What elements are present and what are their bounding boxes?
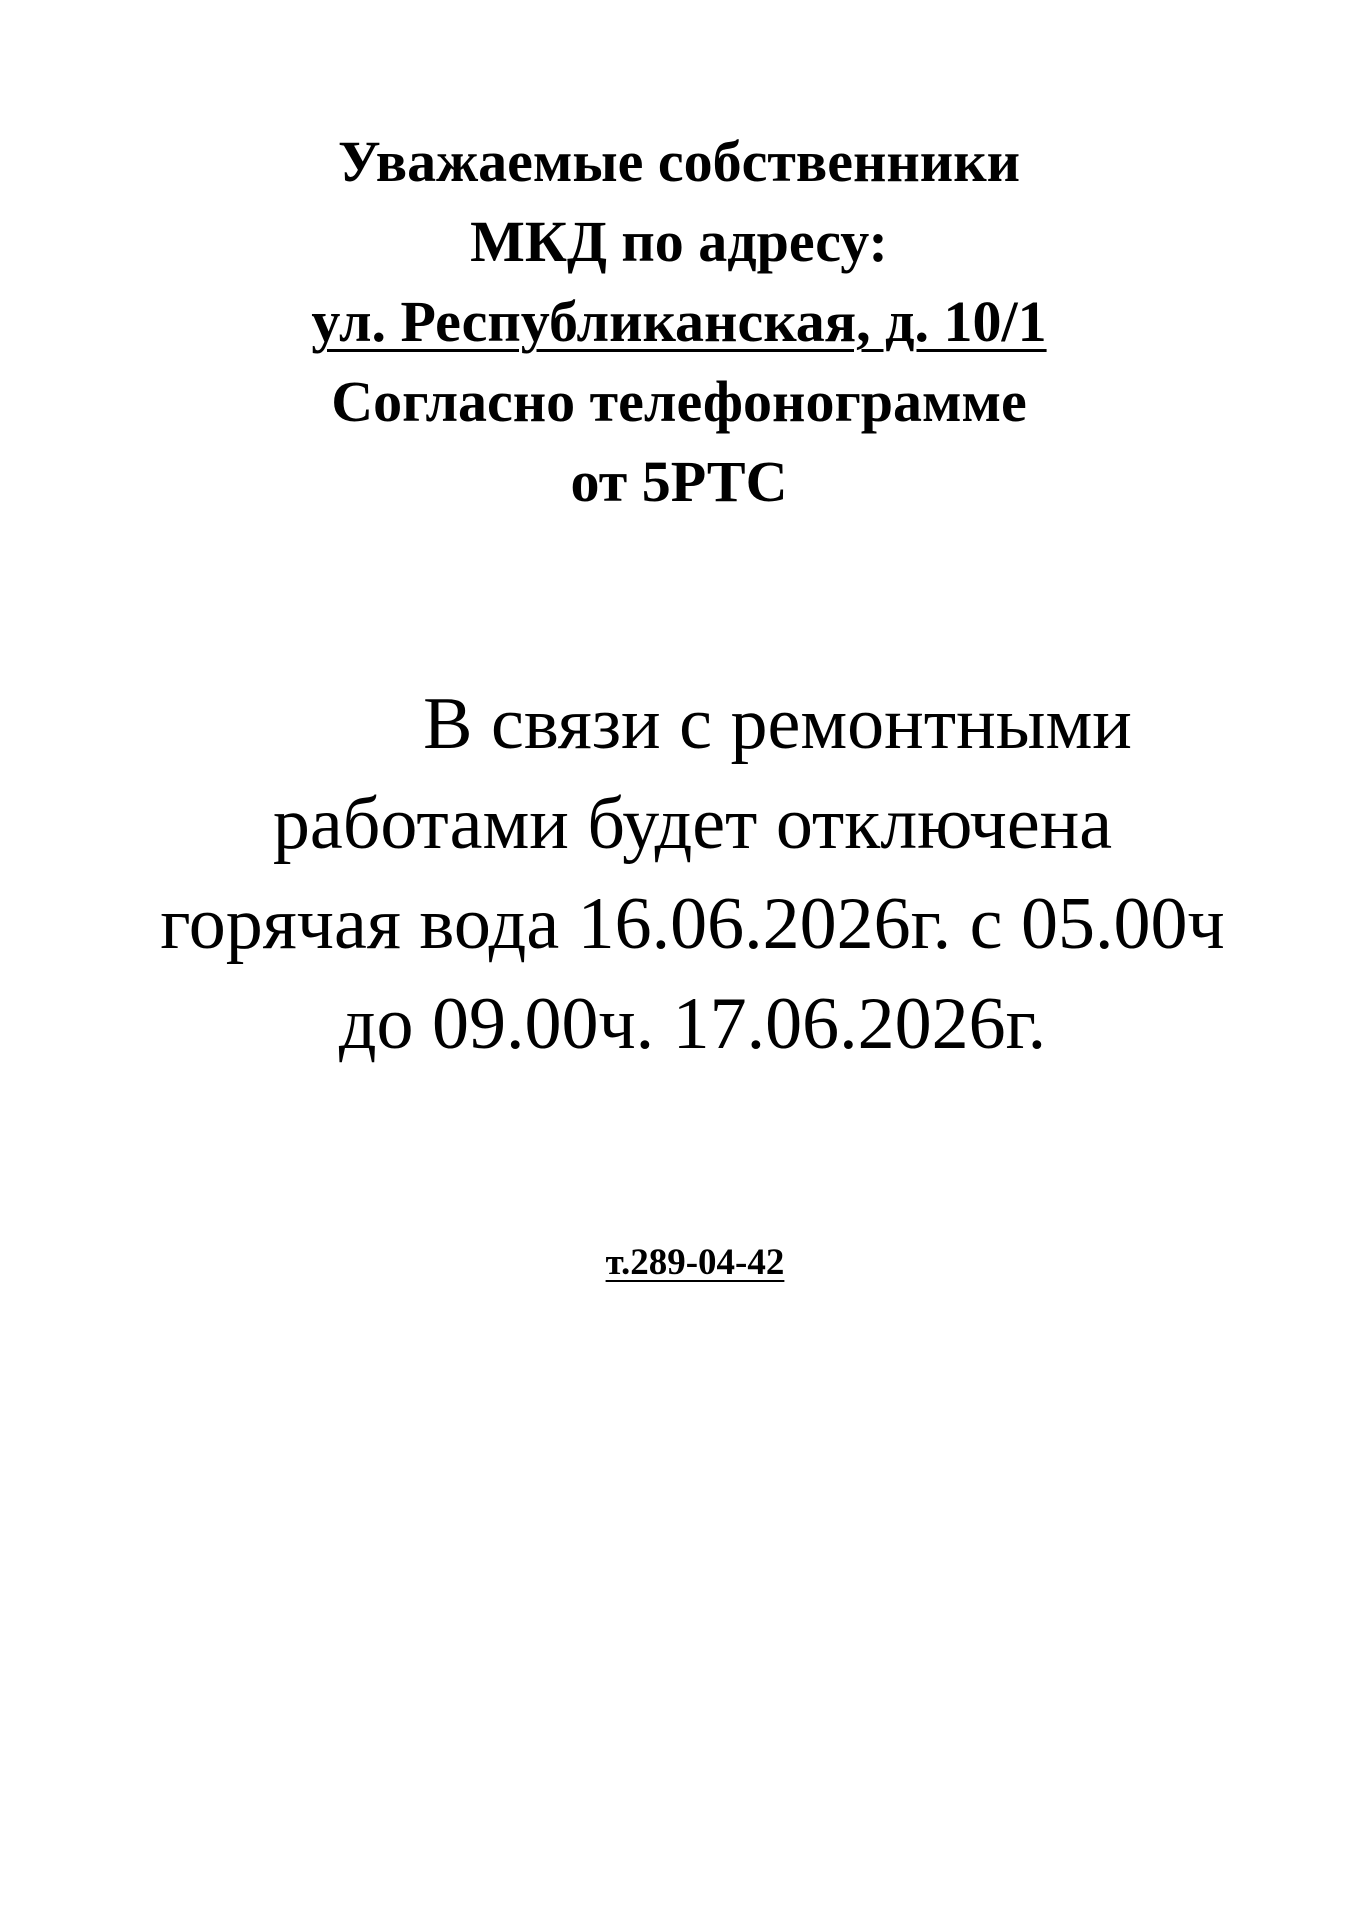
notice-header	[0, 122, 1358, 522]
notice-text-2: работами будет отключена	[272, 783, 1113, 865]
greeting-text: Уважаемые собственники	[337, 129, 1021, 194]
notice-body	[100, 674, 1285, 1074]
source-text: Согласно телефонограмме	[331, 369, 1027, 434]
notice-text-3: горячая вода 16.06.2026г. с 05.00ч	[160, 883, 1225, 965]
notice-text-1: В связи с ремонтными	[423, 683, 1132, 765]
source-line	[0, 362, 1358, 442]
notice-line-3	[100, 874, 1285, 974]
contact-phone	[0, 1238, 1358, 1288]
source-org-text: от 5РТС	[570, 449, 788, 514]
notice-line-1	[100, 674, 1285, 774]
notice-text-4: до 09.00ч. 17.06.2026г.	[338, 983, 1047, 1065]
address-intro-line	[0, 202, 1358, 282]
source-org-line	[0, 442, 1358, 522]
notice-line-2	[100, 774, 1285, 874]
address-line	[0, 282, 1358, 362]
address-text: ул. Республиканская, д. 10/1	[311, 289, 1047, 354]
address-intro-text: МКД по адресу:	[470, 209, 888, 274]
greeting-line	[0, 122, 1358, 202]
phone-number: т.289-04-42	[605, 1242, 785, 1283]
notice-line-4	[100, 974, 1285, 1074]
